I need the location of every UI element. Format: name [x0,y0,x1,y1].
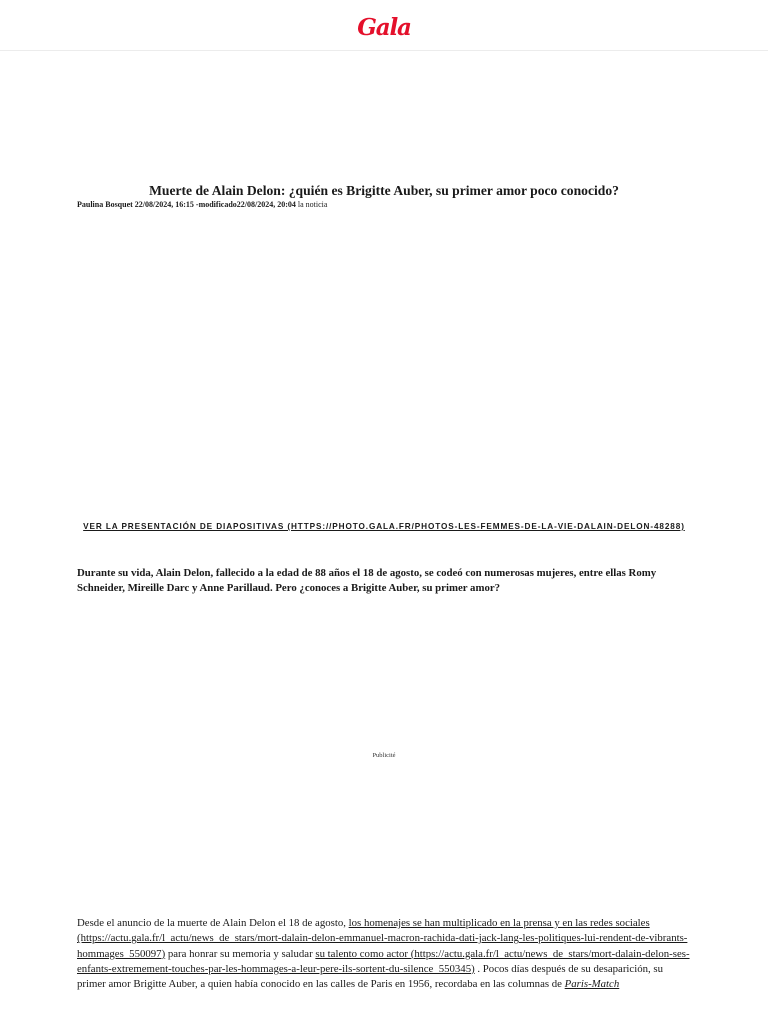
article-lead: Durante su vida, Alain Delon, fallecido a la edad de 88 años el 18 de agosto, se codeó con numerosas mujeres, entre ellas Romy Schneider, Mireille Darc y Anne Parillaud. Pero ¿conoces a Brigitte Auber, su primer amor? [77,567,657,594]
article-byline [77,200,693,210]
slideshow-link[interactable]: VER LA PRESENTACIÓN DE DIAPOSITIVAS (HTTPS://PHOTO.GALA.FR/PHOTOS-LES-FEMMES-DE-LA-VIE-DALAIN-DELON-48288) [83,522,685,531]
paragraph-text: Desde el anuncio de la muerte de Alain Delon el 18 de agosto, [77,917,349,929]
paragraph-text: para honrar su memoria y saludar [165,947,316,960]
paragraph-text: . Pocos días después de su desaparición, su primer amor Brigitte Auber, a quien había conocido en las calles de Paris en 1956, recordaba en las columnas de [77,962,664,991]
paris-match-label: Paris-Match [564,978,620,991]
talento-actor-link[interactable]: su talento como actor (https://actu.gala.fr/l_actu/news_de_stars/mort-dalain-delon-ses-enfants-extremement-touches-par-les-hommages-a-leur-pere-ils-sortent-du-silence_550345) [77,947,690,975]
ad-label: Publicité [372,752,396,759]
article-title: Muerte de Alain Delon: ¿quién es Brigitte Auber, su primer amor poco conocido? [149,183,619,198]
site-header [0,0,768,51]
homenajes-link[interactable]: los homenajes se han multiplicado en la prensa y en las redes sociales (https://actu.gala.fr/l_actu/news_de_stars/mort-dalain-delon-emmanuel-macron-rachida-dati-jack-lang-les-politiques-lui-rendent-de-vibrants-hommages_550097) [77,917,688,960]
author-and-dates: Paulina Bosquet 22/08/2024, 16:15 -modificado22/08/2024, 20:04 [77,200,296,209]
paris-match-link[interactable] [565,978,620,990]
gala-logo[interactable]: Gala [357,14,411,41]
news-link[interactable]: la noticia [297,200,328,209]
article-paragraph [77,916,693,992]
